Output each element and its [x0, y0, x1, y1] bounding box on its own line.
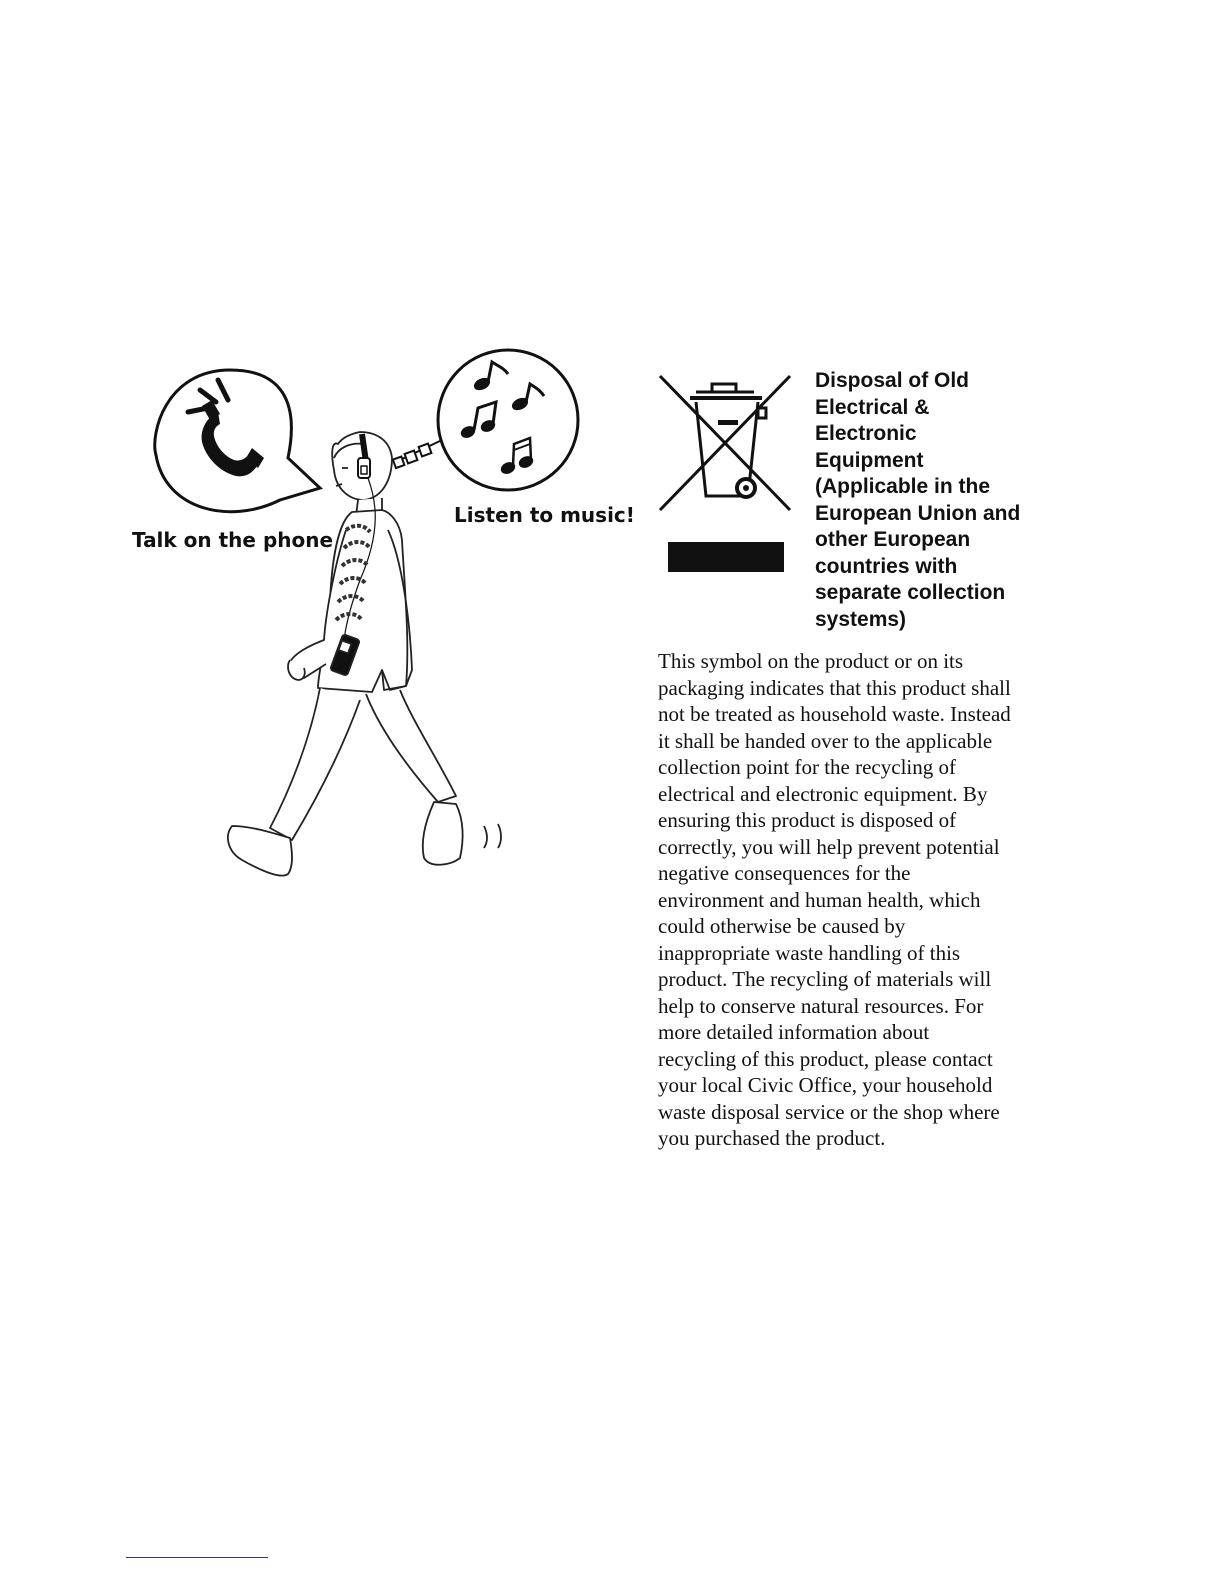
- caption-talk-on-phone: Talk on the phone: [132, 528, 334, 552]
- walking-person-illustration: [120, 340, 640, 900]
- weee-heading-line: separate collection: [815, 581, 1006, 604]
- weee-body-line: negative consequences for the: [658, 861, 911, 885]
- weee-body-line: packaging indicates that this product shall: [658, 675, 1011, 700]
- weee-body-line: recycling of this product, please contact: [658, 1046, 993, 1071]
- weee-body-line: waste disposal service or the shop where: [658, 1099, 1000, 1124]
- weee-body-line: This symbol on the product or on its: [658, 649, 964, 673]
- weee-body-line: your local Civic Office, your household: [658, 1073, 993, 1097]
- weee-body-line: inappropriate waste handling of this: [658, 940, 961, 965]
- weee-heading: [815, 368, 1055, 633]
- music-speech-bubble: [393, 350, 578, 490]
- weee-heading-line: (Applicable in the: [815, 475, 991, 498]
- weee-body-line: environment and human health, which: [658, 887, 981, 912]
- weee-body-line: not be treated as household waste. Instead: [658, 702, 1011, 726]
- weee-body-line: ensuring this product is disposed of: [658, 808, 957, 832]
- weee-body-line: you purchased the product.: [658, 1126, 886, 1150]
- weee-body-line: could otherwise be caused by: [658, 914, 906, 938]
- phone-speech-bubble: [155, 370, 320, 512]
- weee-heading-line: Equipment: [815, 448, 924, 472]
- weee-heading-line: countries with: [815, 554, 958, 578]
- weee-body-line: it shall be handed over to the applicable: [658, 728, 993, 753]
- weee-heading-line: Electrical &: [815, 395, 930, 419]
- weee-body-text: [658, 648, 1058, 1152]
- weee-body-line: correctly, you will help prevent potential: [658, 834, 1000, 859]
- weee-body-line: more detailed information about: [658, 1020, 930, 1044]
- weee-heading-line: Electronic: [815, 422, 917, 445]
- weee-body-line: help to conserve natural resources. For: [658, 993, 984, 1018]
- illustration-drawing: [120, 340, 640, 900]
- footnote-separator-line: [126, 1557, 268, 1558]
- weee-body-line: product. The recycling of materials will: [658, 967, 992, 991]
- weee-body-line: collection point for the recycling of: [658, 755, 956, 779]
- weee-heading-line: other European: [815, 528, 971, 551]
- weee-body-line: electrical and electronic equipment. By: [658, 781, 988, 806]
- weee-heading-line: systems): [815, 607, 907, 631]
- crossed-out-wheelie-bin-icon: [654, 372, 796, 582]
- caption-listen-to-music: Listen to music!: [454, 503, 635, 527]
- weee-heading-line: European Union and: [815, 501, 1021, 525]
- weee-heading-line: Disposal of Old: [815, 369, 970, 392]
